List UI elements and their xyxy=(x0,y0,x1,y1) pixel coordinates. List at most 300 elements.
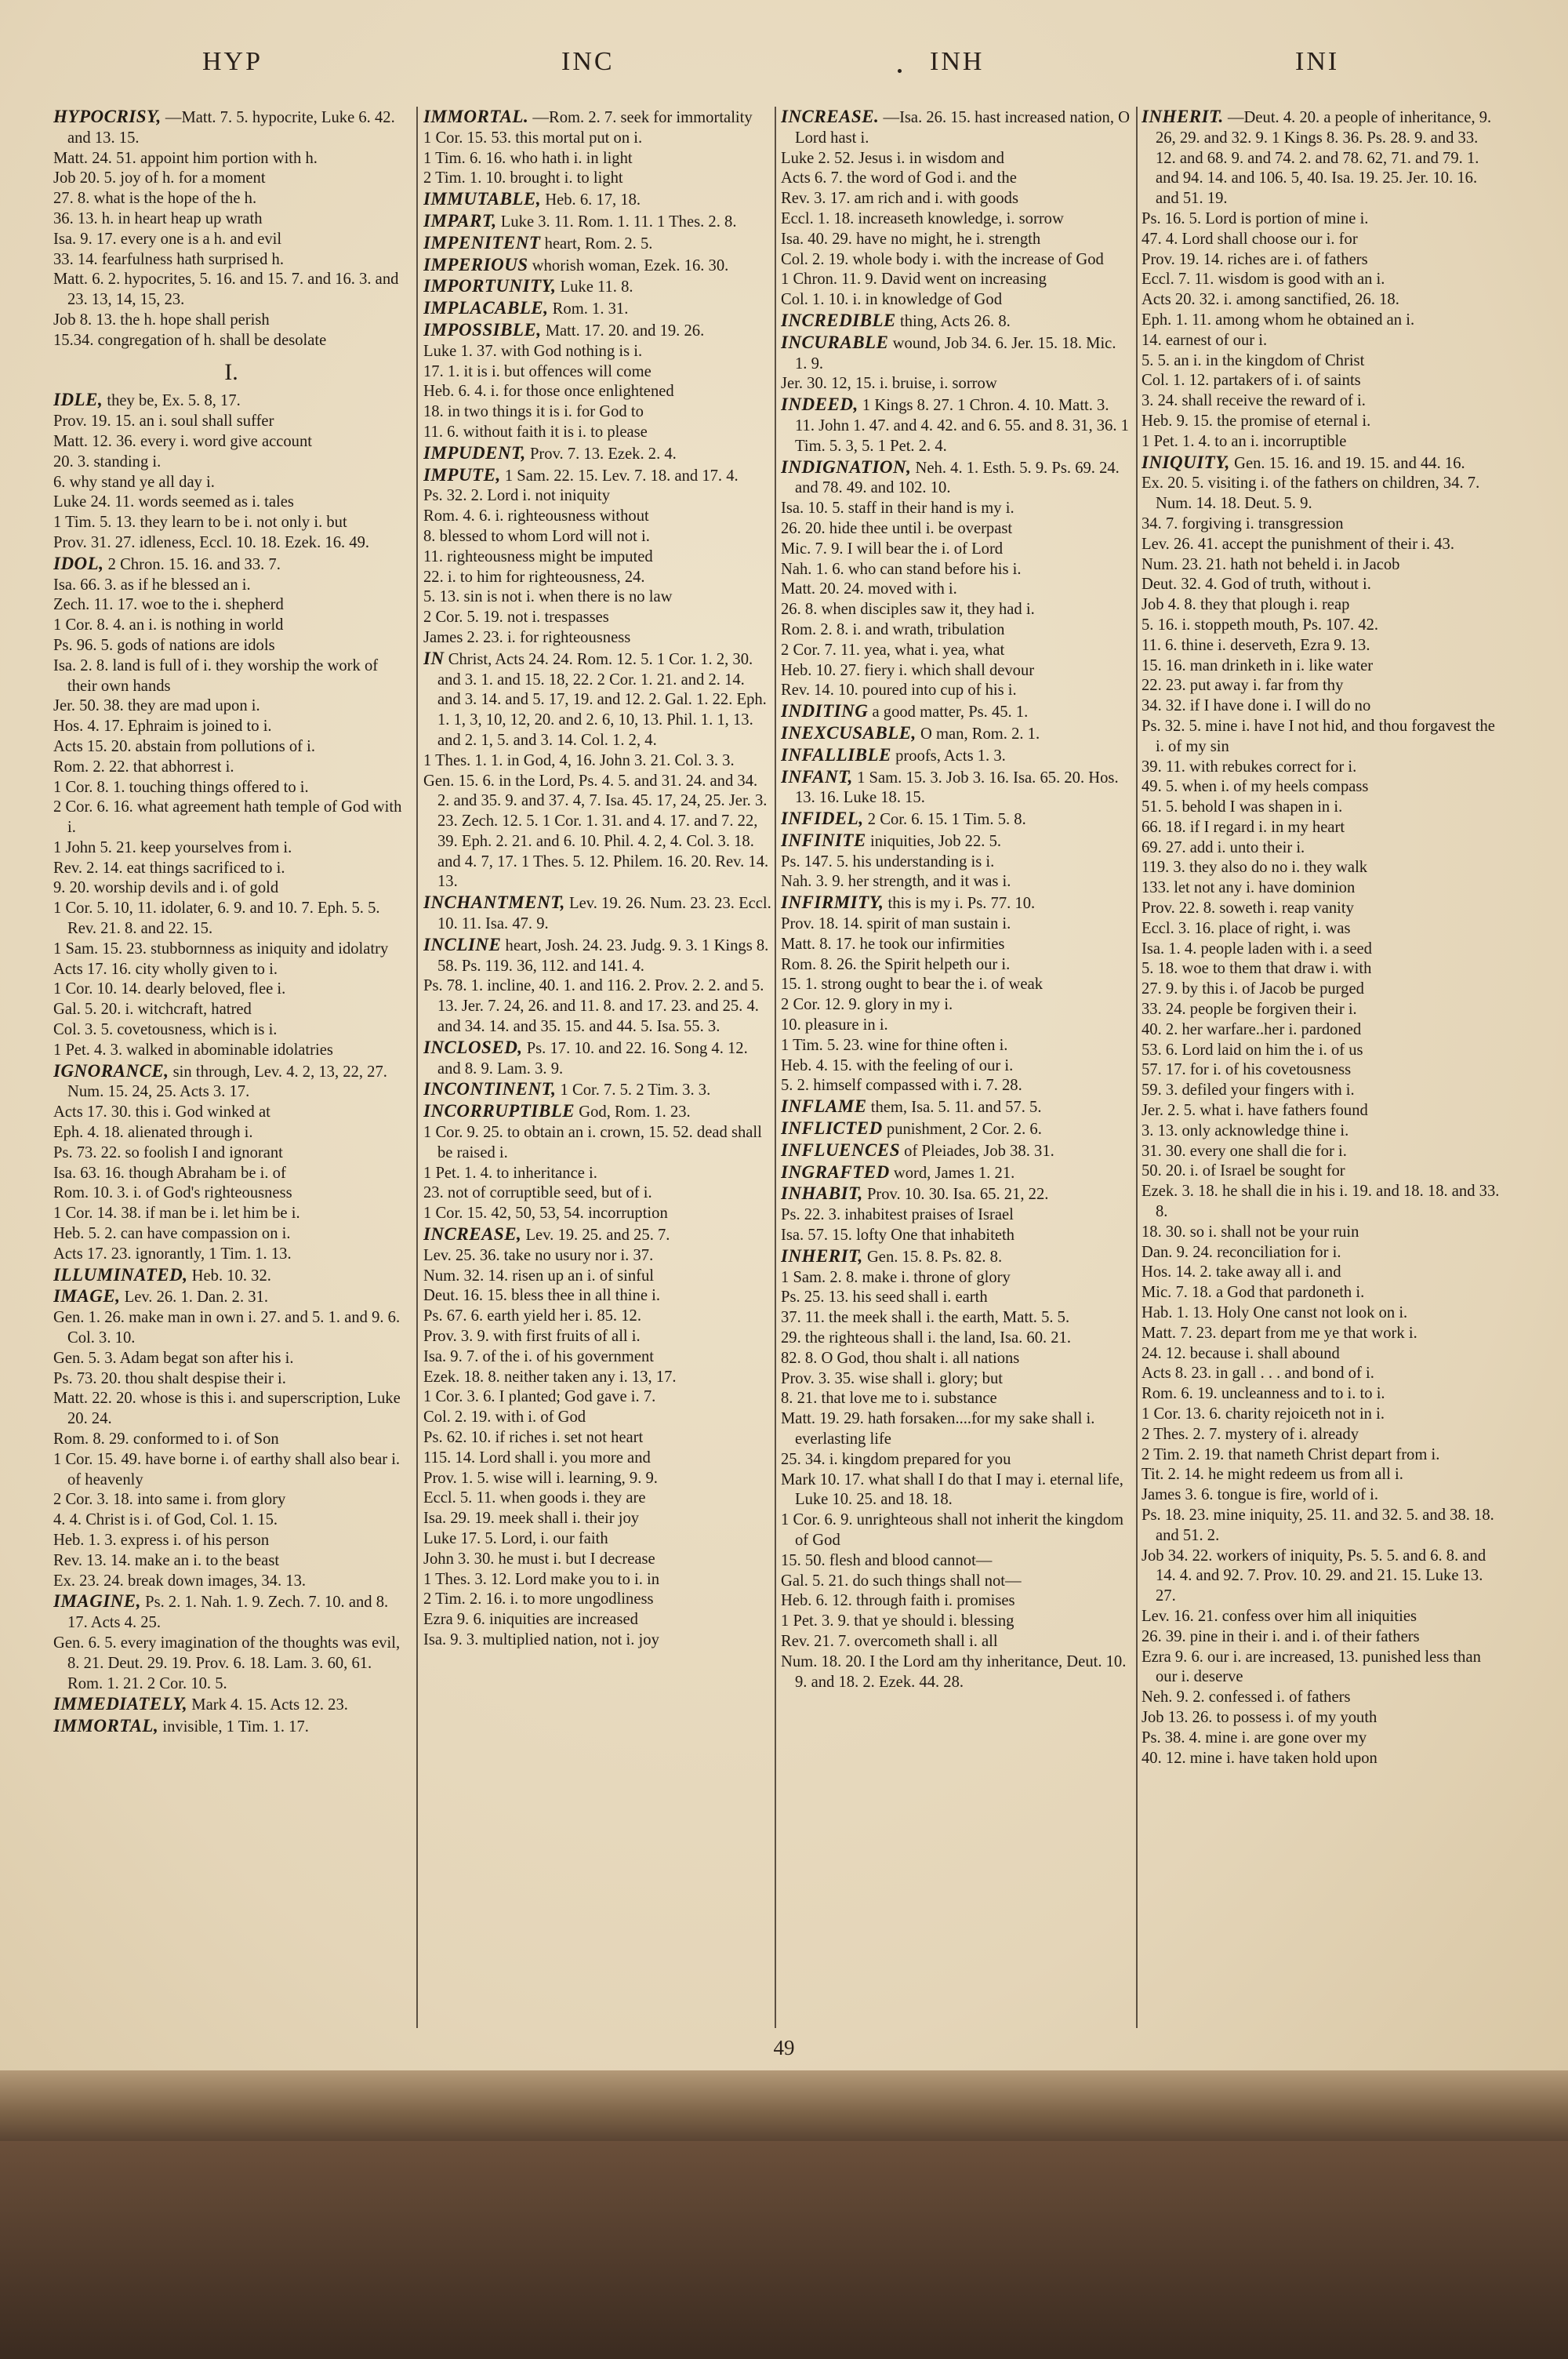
entry-text: Num. 32. 14. risen up an i. of sinful xyxy=(423,1267,655,1285)
entry-text: God, Rom. 1. 23. xyxy=(579,1103,691,1121)
header-dot xyxy=(898,69,902,73)
entry-text: Ex. 23. 24. break down images, 34. 13. xyxy=(53,1572,307,1590)
concordance-entry xyxy=(781,1246,1131,1693)
entry-line xyxy=(1142,1243,1501,1263)
entry-text: 1 Cor. 15. 53. this mortal put on i. xyxy=(423,129,643,147)
concordance-entry xyxy=(781,892,1131,1096)
entry-text: 1 Sam. 15. 23. stubbornness as iniquity and idolatry xyxy=(53,940,389,958)
entry-line xyxy=(781,723,1131,745)
column-1 xyxy=(53,107,409,2044)
entry-text: Mark 4. 15. Acts 12. 23. xyxy=(191,1696,348,1714)
entry-line xyxy=(423,751,771,772)
entry-line xyxy=(423,507,771,527)
entry-line xyxy=(53,1000,409,1020)
entry-text: 5. 18. woe to them that draw i. with xyxy=(1142,960,1372,978)
entry-text: Heb. 4. 15. with the feeling of our i. xyxy=(781,1056,1014,1074)
entry-line xyxy=(781,311,1131,333)
entry-text: Gen. 6. 5. every imagination of the thoughts was evil, 8. 21. Deut. 29. 19. Prov. 6. 18. Lam. 3. 60, 61. Rom. 1. 21. 2 Cor. 10. 5. xyxy=(53,1634,401,1692)
entry-line xyxy=(1142,1324,1501,1344)
entry-line xyxy=(423,1448,771,1469)
entry-line xyxy=(423,1204,771,1224)
entry-line xyxy=(423,772,771,893)
entry-line xyxy=(53,1634,409,1694)
entry-line xyxy=(423,211,771,233)
entry-line xyxy=(53,1450,409,1491)
entry-line xyxy=(1142,717,1501,758)
entry-text: Ps. 73. 22. so foolish I and ignorant xyxy=(53,1143,283,1161)
entry-line xyxy=(781,1389,1131,1409)
guide-word-inc: INC xyxy=(561,47,615,76)
entry-text: Lev. 19. 25. and 25. 7. xyxy=(525,1227,670,1245)
entry-line xyxy=(423,423,771,443)
entry-line xyxy=(781,681,1131,701)
guide-word-ini: INI xyxy=(1295,47,1340,76)
concordance-entry xyxy=(781,107,1131,311)
entry-line xyxy=(1142,1161,1501,1182)
entry-line xyxy=(781,189,1131,209)
entry-line xyxy=(1142,1688,1501,1708)
entry-line xyxy=(423,1327,771,1347)
entry-text: 2 Cor. 12. 9. glory in my i. xyxy=(781,996,953,1014)
entry-text: Matt. 12. 36. every i. word give account xyxy=(53,432,312,450)
entry-line xyxy=(1142,1708,1501,1728)
entry-line xyxy=(53,636,409,656)
section-letter: I. xyxy=(224,358,238,385)
entry-line xyxy=(781,560,1131,580)
entry-text: Prov. 31. 27. idleness, Eccl. 10. 18. Ezek. 16. 49. xyxy=(53,533,370,551)
entry-text: Ps. 78. 1. incline, 40. 1. and 116. 2. Prov. 2. 2. and 5. 13. Jer. 7. 24, 26. and 11. 8. and 17. 23. and 25. 4. and 34. 14. and 35. 15. and 44. 5. Isa. 55. 3. xyxy=(423,977,764,1036)
entry-text: Luke 1. 37. with God nothing is i. xyxy=(423,342,643,360)
entry-text: Rom. 10. 3. i. of God's righteousness xyxy=(53,1184,292,1202)
entry-line xyxy=(53,1020,409,1041)
entry-line xyxy=(1142,351,1501,372)
entry-line xyxy=(423,1123,771,1164)
entry-text: Ps. 147. 5. his understanding is i. xyxy=(781,852,995,871)
entry-line xyxy=(1142,555,1501,576)
entry-line xyxy=(781,499,1131,519)
entry-text: 1 Sam. 15. 3. Job 3. 16. Isa. 65. 20. Hos. 13. 16. Luke 18. 15. xyxy=(795,769,1119,807)
entry-text: Ps. 17. 10. and 22. 16. Song 4. 12. and 8. 9. Lam. 3. 9. xyxy=(437,1039,748,1078)
entry-text: Acts 15. 20. abstain from pollutions of i. xyxy=(53,737,316,755)
entry-text: 1 Cor. 15. 49. have borne i. of earthy shall also bear i. of heavenly xyxy=(53,1450,401,1488)
concordance-entry xyxy=(423,1038,771,1080)
entry-text: 2 Chron. 15. 16. and 33. 7. xyxy=(107,555,281,573)
entry-headword: HYPOCRISY, xyxy=(53,107,162,126)
entry-line xyxy=(1142,758,1501,778)
entry-text: 23. not of corruptible seed, but of i. xyxy=(423,1184,652,1202)
entry-text: Eccl. 7. 11. wisdom is good with an i. xyxy=(1142,271,1385,289)
entry-line xyxy=(423,129,771,149)
entry-text: 15. 50. flesh and blood cannot— xyxy=(781,1551,993,1569)
entry-line xyxy=(53,616,409,636)
entry-line xyxy=(1142,1263,1501,1283)
entry-text: Isa. 1. 4. people laden with i. a seed xyxy=(1142,940,1372,958)
entry-text: 26. 20. hide thee until i. be overpast xyxy=(781,519,1013,537)
entry-text: Rev. 3. 17. am rich and i. with goods xyxy=(781,190,1018,208)
entry-text: 1 Thes. 1. 1. in God, 4, 16. John 3. 21. Col. 3. 3. xyxy=(423,751,735,769)
entry-text: 39. 11. with rebukes correct for i. xyxy=(1142,758,1357,776)
entry-text: Jer. 50. 38. they are mad upon i. xyxy=(53,697,260,715)
entry-text: Num. 18. 20. I the Lord am thy inheritance, Deut. 10. 9. and 18. 2. Ezek. 44. 28. xyxy=(781,1652,1127,1691)
entry-line xyxy=(423,1347,771,1368)
entry-text: Luke 24. 11. words seemed as i. tales xyxy=(53,493,294,511)
entry-line xyxy=(423,342,771,362)
entry-text: 15. 16. man drinketh in i. like water xyxy=(1142,656,1374,674)
entry-text: Isa. 29. 19. meek shall i. their joy xyxy=(423,1510,640,1528)
entry-text: Ps. 18. 23. mine iniquity, 25. 11. and 32. 5. and 38. 18. and 51. 2. xyxy=(1142,1506,1494,1544)
entry-line xyxy=(53,1716,409,1738)
entry-text: Prov. 1. 5. wise will i. learning, 9. 9. xyxy=(423,1469,658,1487)
entry-text: Nah. 3. 9. her strength, and it was i. xyxy=(781,873,1011,891)
entry-headword: INCREASE. xyxy=(781,107,880,126)
entry-line xyxy=(53,878,409,899)
entry-line xyxy=(423,233,771,255)
entry-line xyxy=(1142,777,1501,798)
entry-headword: INCORRUPTIBLE xyxy=(423,1101,575,1121)
entry-text: Matt. 6. 2. hypocrites, 5. 16. and 15. 7. and 16. 3. and 23. 13, 14, 15, 23. xyxy=(53,271,399,309)
entry-line xyxy=(781,457,1131,500)
entry-line xyxy=(1142,636,1501,656)
entry-line xyxy=(1142,980,1501,1000)
entry-line xyxy=(1142,1364,1501,1384)
entry-line xyxy=(781,1612,1131,1632)
entry-line xyxy=(53,311,409,331)
entry-line xyxy=(53,1224,409,1245)
entry-line xyxy=(781,1162,1131,1184)
entry-text: Ezra 9. 6. our i. are increased, 13. punished less than our i. deserve xyxy=(1142,1648,1481,1686)
entry-text: Ex. 20. 5. visiting i. of the fathers on children, 34. 7. Num. 14. 18. Deut. 5. 9. xyxy=(1142,474,1480,513)
entry-line xyxy=(1142,1000,1501,1020)
entry-line xyxy=(53,432,409,453)
entry-line xyxy=(53,1591,409,1634)
entry-text: 1 Cor. 6. 9. unrighteous shall not inherit the kingdom of God xyxy=(781,1511,1124,1549)
entry-line xyxy=(53,107,409,149)
entry-line xyxy=(781,580,1131,600)
entry-line xyxy=(781,661,1131,682)
entry-text: 37. 11. the meek shall i. the earth, Matt. 5. 5. xyxy=(781,1309,1070,1327)
entry-line xyxy=(1142,1607,1501,1627)
entry-text: whorish woman, Ezek. 16. 30. xyxy=(532,256,729,274)
entry-text: Ezek. 18. 8. neither taken any i. 13, 17. xyxy=(423,1368,677,1386)
entry-line xyxy=(423,1428,771,1448)
column-2 xyxy=(423,107,771,2044)
entry-line xyxy=(423,1286,771,1307)
concordance-entry xyxy=(53,1591,409,1694)
concordance-entry xyxy=(781,1118,1131,1140)
entry-text: 25. 34. i. kingdom prepared for you xyxy=(781,1450,1011,1468)
entry-text: 1 Thes. 3. 12. Lord make you to i. in xyxy=(423,1570,660,1588)
entry-text: 1 Cor. 5. 10, 11. idolater, 6. 9. and 10. 7. Eph. 5. 5. Rev. 21. 8. and 22. 15. xyxy=(53,900,380,938)
entry-text: 59. 3. defiled your fingers with i. xyxy=(1142,1081,1355,1100)
entry-text: Prov. 3. 35. wise shall i. glory; but xyxy=(781,1369,1003,1387)
entry-text: Rom. 1. 31. xyxy=(552,300,629,318)
concordance-entry xyxy=(423,935,771,1038)
entry-line xyxy=(423,1488,771,1509)
entry-line xyxy=(423,1610,771,1630)
entry-line xyxy=(423,1164,771,1184)
entry-line xyxy=(423,1267,771,1287)
concordance-entry xyxy=(423,443,771,465)
entry-text: 1 Cor. 13. 6. charity rejoiceth not in i. xyxy=(1142,1405,1385,1423)
entry-text: Ps. 62. 10. if riches i. set not heart xyxy=(423,1429,644,1446)
entry-line xyxy=(781,701,1131,723)
entry-text: 29. the righteous shall i. the land, Isa. 60. 21. xyxy=(781,1329,1072,1347)
entry-text: 69. 27. add i. unto their i. xyxy=(1142,838,1305,856)
entry-line xyxy=(423,169,771,189)
entry-line xyxy=(423,149,771,169)
concordance-entry xyxy=(53,1061,409,1265)
concordance-entry xyxy=(781,723,1131,745)
concordance-entry xyxy=(781,1140,1131,1162)
concordance-entry xyxy=(1142,107,1501,453)
entry-text: 40. 12. mine i. have taken hold upon xyxy=(1142,1749,1377,1767)
entry-text: Neh. 9. 2. confessed i. of fathers xyxy=(1142,1688,1351,1707)
entry-line xyxy=(1142,1485,1501,1506)
entry-line xyxy=(53,576,409,596)
entry-text: 1 Tim. 5. 13. they learn to be i. not only i. but xyxy=(53,514,347,532)
entry-headword: IMAGE, xyxy=(53,1286,121,1307)
entry-headword: IMPART, xyxy=(423,210,497,231)
entry-text: Jer. 30. 12, 15. i. bruise, i. sorrow xyxy=(781,375,997,393)
entry-line xyxy=(53,838,409,859)
entry-text: 1 Sam. 22. 15. Lev. 7. 18. and 17. 4. xyxy=(504,467,739,485)
entry-text: 66. 18. if I regard i. in my heart xyxy=(1142,818,1345,836)
entry-text: Ps. 32. 5. mine i. have I not hid, and thou forgavest the i. of my sin xyxy=(1142,717,1495,755)
entry-line xyxy=(423,608,771,628)
entry-line xyxy=(53,1183,409,1204)
entry-text: punishment, 2 Cor. 2. 6. xyxy=(886,1121,1042,1139)
entry-line xyxy=(1142,230,1501,250)
entry-text: Heb. 5. 2. can have compassion on i. xyxy=(53,1225,291,1243)
entry-text: Luke 2. 52. Jesus i. in wisdom and xyxy=(781,149,1004,167)
entry-text: Gen. 5. 3. Adam begat son after his i. xyxy=(53,1349,294,1367)
entry-line xyxy=(1142,616,1501,636)
concordance-entry xyxy=(53,1265,409,1287)
entry-text: Luke 17. 5. Lord, i. our faith xyxy=(423,1529,608,1547)
entry-text: Num. 23. 21. hath not beheld i. in Jacob xyxy=(1142,555,1400,573)
entry-headword: INFLAME xyxy=(781,1096,867,1117)
entry-text: Job 34. 22. workers of iniquity, Ps. 5. 5. and 6. 8. and 14. 4. and 92. 7. Prov. 10. 29. and 21. 15. Luke 13. 27. xyxy=(1142,1547,1486,1605)
entry-text: sin through, Lev. 4. 2, 13, 22, 27. Num. 15. 24, 25. Acts 3. 17. xyxy=(67,1063,387,1101)
entry-line xyxy=(423,189,771,211)
entry-text: Prov. 10. 30. Isa. 65. 21, 22. xyxy=(866,1186,1049,1204)
entry-text: Isa. 9. 7. of the i. of his government xyxy=(423,1347,654,1365)
entry-headword: INHERIT, xyxy=(781,1245,863,1266)
entry-headword: IGNORANCE, xyxy=(53,1060,169,1081)
entry-text: 15.34. congregation of h. shall be desolate xyxy=(53,331,327,349)
entry-line xyxy=(1142,1465,1501,1485)
entry-headword: INGRAFTED xyxy=(781,1161,890,1182)
entry-text: Job 13. 26. to possess i. of my youth xyxy=(1142,1708,1377,1726)
entry-text: Eccl. 5. 11. when goods i. they are xyxy=(423,1489,646,1507)
entry-line xyxy=(781,149,1131,169)
entry-text: 2 Cor. 6. 16. what agreement hath temple of God with i. xyxy=(53,798,402,837)
entry-line xyxy=(53,717,409,737)
entry-text: Heb. 6. 17, 18. xyxy=(545,191,641,209)
concordance-entry xyxy=(781,457,1131,702)
entry-line xyxy=(53,189,409,209)
entry-line xyxy=(53,453,409,473)
entry-line xyxy=(781,1118,1131,1140)
entry-text: 6. why stand ye all day i. xyxy=(53,473,215,491)
entry-text: 33. 24. people be forgiven their i. xyxy=(1142,1001,1357,1019)
entry-text: 3. 13. only acknowledge thine i. xyxy=(1142,1121,1349,1140)
entry-text: Gen. 15. 16. and 19. 15. and 44. 16. xyxy=(1234,454,1465,472)
entry-line xyxy=(1142,391,1501,412)
entry-text: James 2. 23. i. for righteousness xyxy=(423,628,631,646)
entry-text: Acts 6. 7. the word of God i. and the xyxy=(781,169,1017,187)
concordance-entry xyxy=(423,298,771,320)
entry-line xyxy=(781,1308,1131,1329)
entry-line xyxy=(1142,1547,1501,1607)
entry-line xyxy=(423,1101,771,1123)
entry-line xyxy=(423,527,771,547)
concordance-entry xyxy=(423,1224,771,1651)
entry-line xyxy=(781,852,1131,873)
entry-line xyxy=(423,628,771,649)
entry-text: 1 Kings 8. 27. 1 Chron. 4. 10. Matt. 3. 11. John 1. 47. and 4. 42. and 6. 55. and 8. 31, 36. 1 Tim. 5. 3, 5. 1 Pet. 2. 4. xyxy=(795,397,1129,455)
entry-line xyxy=(781,1551,1131,1572)
page-number: 49 xyxy=(773,2036,795,2059)
entry-text: Job 8. 13. the h. hope shall perish xyxy=(53,311,270,329)
concordance-entry xyxy=(423,211,771,233)
entry-text: 1 Pet. 1. 4. to an i. incorruptible xyxy=(1142,432,1347,450)
entry-headword: INHERIT. xyxy=(1142,107,1224,126)
entry-text: Gen. 1. 26. make man in own i. 27. and 5. 1. and 9. 6. Col. 3. 10. xyxy=(53,1309,401,1347)
entry-text: 15. 1. strong ought to bear the i. of weak xyxy=(781,976,1044,994)
entry-text: Ps. 22. 3. inhabitest praises of Israel xyxy=(781,1206,1014,1224)
entry-text: Matt. 19. 29. hath forsaken....for my sake shall i. everlasting life xyxy=(781,1410,1095,1448)
entry-line xyxy=(53,230,409,250)
entry-line xyxy=(781,975,1131,995)
entry-line xyxy=(1142,1101,1501,1121)
entry-text: Hab. 1. 13. Holy One canst not look on i. xyxy=(1142,1304,1408,1322)
entry-text: Nah. 1. 6. who can stand before his i. xyxy=(781,560,1022,578)
entry-line xyxy=(781,374,1131,394)
entry-line xyxy=(1142,453,1501,474)
entry-line xyxy=(423,255,771,277)
entry-line xyxy=(781,1016,1131,1036)
entry-line xyxy=(423,1469,771,1489)
entry-line xyxy=(423,1509,771,1529)
page-edge xyxy=(0,2070,1568,2141)
entry-text: 51. 5. behold I was shapen in i. xyxy=(1142,798,1343,816)
entry-text: 1 Cor. 14. 38. if man be i. let him be i. xyxy=(53,1205,300,1223)
entry-text: 5. 13. sin is not i. when there is no law xyxy=(423,588,673,606)
entry-text: invisible, 1 Tim. 1. 17. xyxy=(162,1718,309,1736)
concordance-entry xyxy=(423,649,771,893)
entry-text: Prov. 22. 8. soweth i. reap vanity xyxy=(1142,900,1354,918)
entry-text: 11. righteousness might be imputed xyxy=(423,547,653,565)
concordance-entry xyxy=(781,311,1131,333)
entry-text: 24. 12. because i. shall abound xyxy=(1142,1344,1340,1362)
entry-text: 133. let not any i. have dominion xyxy=(1142,879,1356,897)
entry-headword: IDOL, xyxy=(53,553,104,573)
entry-line xyxy=(53,1430,409,1450)
entry-text: 5. 16. i. stoppeth mouth, Ps. 107. 42. xyxy=(1142,616,1379,634)
entry-line xyxy=(1142,290,1501,311)
concordance-entry xyxy=(1142,453,1501,1769)
entry-line xyxy=(1142,371,1501,391)
entry-text: 11. 6. thine i. deserveth, Ezra 9. 13. xyxy=(1142,636,1370,654)
entry-headword: IMPORTUNITY, xyxy=(423,276,557,296)
entry-line xyxy=(781,1409,1131,1450)
entry-line xyxy=(781,1632,1131,1652)
entry-text: 14. earnest of our i. xyxy=(1142,331,1268,349)
entry-text: Ps. 32. 2. Lord i. not iniquity xyxy=(423,487,610,505)
entry-text: 49. 5. when i. of my heels compass xyxy=(1142,778,1369,796)
entry-line xyxy=(781,1591,1131,1612)
entry-headword: INCURABLE xyxy=(781,332,889,352)
entry-line xyxy=(53,940,409,960)
entry-line xyxy=(781,1056,1131,1077)
entry-line xyxy=(781,809,1131,831)
entry-line xyxy=(1142,919,1501,940)
entry-text: Eph. 4. 18. alienated through i. xyxy=(53,1124,253,1142)
column-4 xyxy=(1142,107,1501,2044)
entry-text: 1 John 5. 21. keep yourselves from i. xyxy=(53,838,292,856)
entry-line xyxy=(781,519,1131,540)
entry-line xyxy=(1142,858,1501,878)
entry-text: proofs, Acts 1. 3. xyxy=(895,747,1006,765)
entry-text: Lev. 16. 21. confess over him all iniquities xyxy=(1142,1607,1417,1625)
entry-headword: INFANT, xyxy=(781,766,853,787)
entry-text: them, Isa. 5. 11. and 57. 5. xyxy=(870,1099,1042,1117)
entry-line xyxy=(781,1076,1131,1096)
entry-headword: INCLINE xyxy=(423,934,502,954)
entry-text: 26. 8. when disciples saw it, they had i. xyxy=(781,601,1035,619)
entry-text: Prov. 18. 14. spirit of man sustain i. xyxy=(781,915,1011,933)
entry-text: Matt. 22. 20. whose is this i. and superscription, Luke 20. 24. xyxy=(53,1390,401,1428)
entry-text: Lev. 25. 36. take no usury nor i. 37. xyxy=(423,1246,654,1264)
entry-headword: INFIRMITY, xyxy=(781,892,884,913)
entry-text: 1 Cor. 8. 4. an i. is nothing in world xyxy=(53,616,284,634)
entry-line xyxy=(1142,940,1501,960)
entry-headword: IMMORTAL. xyxy=(423,107,529,126)
entry-line xyxy=(53,1164,409,1184)
entry-line xyxy=(53,1143,409,1164)
entry-line xyxy=(1142,107,1501,209)
entry-text: Mic. 7. 18. a God that pardoneth i. xyxy=(1142,1284,1365,1302)
entry-text: 2 Tim. 2. 19. that nameth Christ depart from i. xyxy=(1142,1445,1440,1463)
entry-text: 20. 3. standing i. xyxy=(53,453,162,471)
entry-line xyxy=(1142,270,1501,290)
entry-headword: INEXCUSABLE, xyxy=(781,722,916,743)
entry-line xyxy=(53,149,409,169)
entry-text: 4. 4. Christ is i. of God, Col. 1. 15. xyxy=(53,1511,278,1529)
entry-text: Rom. 2. 22. that abhorrest i. xyxy=(53,758,234,776)
entry-text: 2 Cor. 6. 15. 1 Tim. 5. 8. xyxy=(867,811,1026,829)
entry-text: Ps. 67. 6. earth yield her i. 85. 12. xyxy=(423,1307,641,1325)
entry-text: Heb. 6. 12. through faith i. promises xyxy=(781,1592,1015,1610)
entry-text: Acts 8. 23. in gall . . . and bond of i. xyxy=(1142,1365,1374,1383)
entry-line xyxy=(781,914,1131,935)
entry-line xyxy=(53,1245,409,1265)
entry-line xyxy=(423,976,771,1037)
entry-text: 5. 2. himself compassed with i. 7. 28. xyxy=(781,1077,1022,1095)
entry-text: 1 Cor. 9. 25. to obtain an i. crown, 15. 52. dead shall be raised i. xyxy=(423,1124,762,1161)
entry-text: Prov. 3. 9. with first fruits of all i. xyxy=(423,1328,641,1346)
entry-line xyxy=(1142,1384,1501,1405)
entry-line xyxy=(781,1036,1131,1056)
entry-line xyxy=(1142,899,1501,919)
entry-text: Matt. 7. 23. depart from me ye that work i. xyxy=(1142,1324,1417,1342)
entry-text: Eccl. 3. 16. place of right, i. was xyxy=(1142,919,1351,937)
entry-text: a good matter, Ps. 45. 1. xyxy=(872,703,1029,722)
entry-line xyxy=(1142,474,1501,514)
entry-text: Isa. 66. 3. as if he blessed an i. xyxy=(53,576,251,594)
concordance-entry xyxy=(423,1101,771,1224)
